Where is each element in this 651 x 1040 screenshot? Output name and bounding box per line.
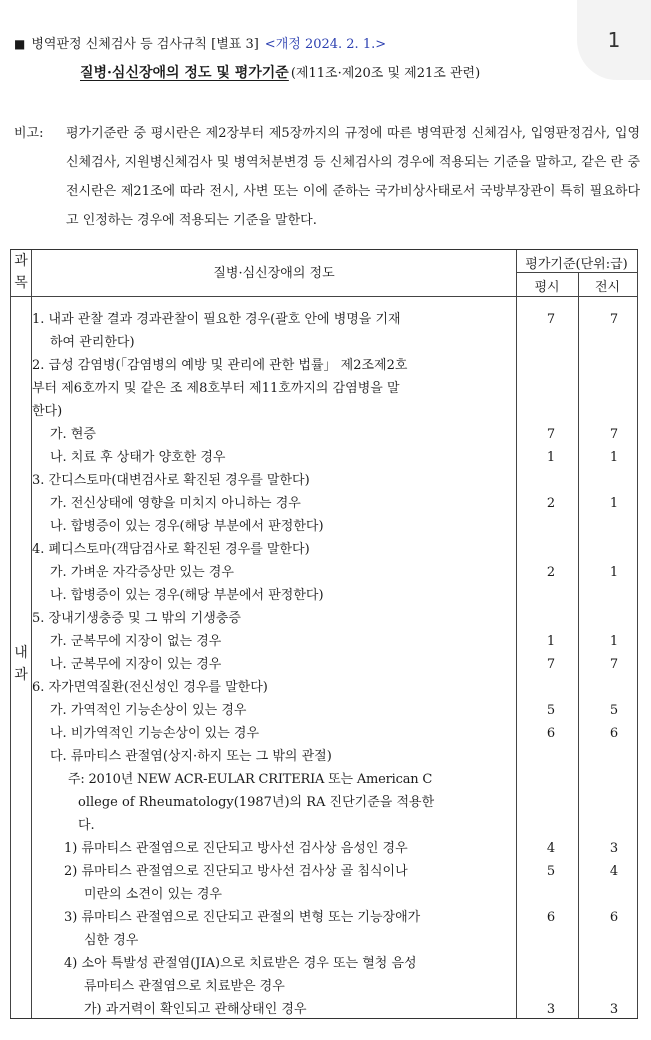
table-row	[32, 745, 638, 768]
remark-text: 평가기준란 중 평시란은 제2장부터 제5장까지의 규정에 따른 병역판정 신체검사, 입영판정검사, 입영신체검사, 지원병신체검사 및 병역처분변경 등 신체검사의 경우에 적용되는 기준을 말하고, 같은 란 중 전시란은 제21조에 따라 전시, 사변 또는 이에 준하는 국가비상사태로서 국방부장관이 특히 필요하다고 인정하는 경우에 적용되는 기준을 말한다.	[66, 126, 640, 228]
row-peace-value: 1	[546, 634, 556, 649]
header-text: 병역판정 신체검사 등 검사규칙 [별표 3]	[31, 37, 259, 52]
subject-internal-medicine	[11, 642, 31, 686]
table-row	[32, 630, 638, 653]
table-row	[32, 906, 638, 929]
row-war-value: 3	[609, 841, 619, 856]
row-peace-value: 7	[546, 312, 556, 327]
table-row	[32, 400, 638, 423]
revision-link[interactable]: <개정 2024. 2. 1.>	[264, 37, 387, 52]
row-text: 1. 내과 관찰 결과 경과관찰이 필요한 경우(괄호 안에 병명을 기재	[32, 312, 401, 327]
row-peace-value: 6	[546, 726, 556, 741]
table-row	[32, 469, 638, 492]
table-body	[32, 308, 638, 1021]
row-text: ollege of Rheumatology(1987년)의 RA 진단기준을 적용한	[78, 795, 435, 810]
row-text: 나. 비가역적인 기능손상이 있는 경우	[50, 726, 260, 741]
row-text: 다. 류마티스 관절염(상지·하지 또는 그 밖의 관절)	[50, 749, 332, 764]
row-text: 나. 치료 후 상태가 양호한 경우	[50, 450, 226, 465]
header-subject	[11, 250, 31, 294]
row-text: 나. 합병증이 있는 경우(해당 부분에서 판정한다)	[50, 588, 324, 603]
row-war-value: 7	[609, 312, 619, 327]
row-war-value: 6	[609, 910, 619, 925]
table-row	[32, 998, 638, 1021]
row-war-value: 1	[609, 496, 619, 511]
table-row	[32, 331, 638, 354]
row-text: 1) 류마티스 관절염으로 진단되고 방사선 검사상 음성인 경우	[64, 841, 408, 856]
row-text: 2) 류마티스 관절염으로 진단되고 방사선 검사상 골 침식이나	[64, 864, 408, 879]
table-row	[32, 515, 638, 538]
table-row-note	[32, 791, 638, 814]
table-row	[32, 653, 638, 676]
row-war-value: 1	[609, 565, 619, 580]
table-row	[32, 423, 638, 446]
table-header-bottom-line	[10, 296, 638, 297]
row-text: 3. 간디스토마(대변검사로 확진된 경우를 말한다)	[32, 473, 310, 488]
row-peace-value: 4	[546, 841, 556, 856]
header-peace: 평시	[534, 280, 560, 295]
subject-char-2: 과	[14, 667, 28, 683]
row-peace-value: 5	[546, 864, 556, 879]
table-row	[32, 699, 638, 722]
row-text: 가. 군복무에 지장이 없는 경우	[50, 634, 222, 649]
table-row	[32, 607, 638, 630]
table-row	[32, 377, 638, 400]
header-criteria: 평가기준(단위:급)	[525, 257, 628, 272]
row-text: 4. 폐디스토마(객담검사로 확진된 경우를 말한다)	[32, 542, 310, 557]
table-row	[32, 561, 638, 584]
row-text: 가. 현증	[50, 427, 96, 442]
row-text: 가. 전신상태에 영향을 미치지 아니하는 경우	[50, 496, 301, 511]
table-header-split-line	[516, 272, 637, 273]
remark-block	[14, 119, 640, 235]
subject-char-1: 내	[14, 645, 28, 661]
row-peace-value: 1	[546, 450, 556, 465]
row-war-value: 1	[609, 634, 619, 649]
row-war-value: 6	[609, 726, 619, 741]
table-row	[32, 722, 638, 745]
table-border-left	[10, 250, 11, 1018]
row-peace-value: 6	[546, 910, 556, 925]
title-main: 질병·심신장애의 정도 및 평가기준	[80, 65, 289, 81]
table-row	[32, 860, 638, 883]
row-peace-value: 5	[546, 703, 556, 718]
row-text: 4) 소아 특발성 관절염(JIA)으로 치료받은 경우 또는 혈청 음성	[64, 956, 417, 971]
table-row	[32, 492, 638, 515]
row-war-value: 7	[609, 657, 619, 672]
title-sub: (제11조·제20조 및 제21조 관련)	[290, 66, 481, 81]
row-war-value: 4	[609, 864, 619, 879]
table-row	[32, 837, 638, 860]
table-row	[32, 538, 638, 561]
remark-label: 비고:	[14, 126, 44, 141]
row-war-value: 3	[609, 1002, 619, 1017]
table-row	[32, 676, 638, 699]
table-row	[32, 975, 638, 998]
table-row	[32, 929, 638, 952]
row-text: 3) 류마티스 관절염으로 진단되고 관절의 변형 또는 기능장애가	[64, 910, 421, 925]
row-text: 2. 급성 감염병(「감염병의 예방 및 관리에 관한 법률」 제2조제2호	[32, 358, 408, 373]
row-text: 나. 군복무에 지장이 있는 경우	[50, 657, 222, 672]
row-text: 6. 자가면역질환(전신성인 경우를 말한다)	[32, 680, 268, 695]
row-text: 류마티스 관절염으로 치료받은 경우	[84, 979, 285, 994]
row-text: 심한 경우	[84, 933, 139, 948]
table-row	[32, 446, 638, 469]
document-title	[80, 62, 480, 82]
row-text: 부터 제6호까지 및 같은 조 제8호부터 제11호까지의 감염병을 말	[32, 381, 400, 396]
row-war-value: 7	[609, 427, 619, 442]
table-row	[32, 354, 638, 377]
row-peace-value: 7	[546, 427, 556, 442]
criteria-table	[10, 249, 638, 1019]
table-row	[32, 308, 638, 331]
row-war-value: 5	[609, 703, 619, 718]
row-text: 한다)	[32, 404, 63, 419]
row-peace-value: 7	[546, 657, 556, 672]
row-text: 가. 가벼운 자각증상만 있는 경우	[50, 565, 234, 580]
page-number-badge: 1	[577, 0, 651, 80]
header-condition: 질병·심신장애의 정도	[213, 266, 335, 281]
row-text: 5. 장내기생충증 및 그 밖의 기생충증	[32, 611, 241, 626]
header-war: 전시	[594, 280, 621, 295]
table-row	[32, 584, 638, 607]
row-text: 미란의 소견이 있는 경우	[84, 887, 222, 902]
row-text: 주: 2010년 NEW ACR-EULAR CRITERIA 또는 American C	[68, 772, 433, 787]
row-peace-value: 2	[546, 496, 556, 511]
document-header	[14, 33, 386, 52]
table-row	[32, 952, 638, 975]
row-text: 나. 합병증이 있는 경우(해당 부분에서 판정한다)	[50, 519, 324, 534]
row-text: 가) 과거력이 확인되고 관해상태인 경우	[84, 1002, 307, 1017]
table-row-note	[32, 814, 638, 837]
row-war-value: 1	[609, 450, 619, 465]
square-bullet-icon: ■	[14, 37, 26, 51]
row-text: 하여 관리한다)	[50, 335, 135, 350]
row-text: 다.	[78, 818, 95, 833]
table-row	[32, 883, 638, 906]
header-subject-char-2: 목	[14, 275, 28, 291]
row-peace-value: 3	[546, 1002, 556, 1017]
row-text: 가. 가역적인 기능손상이 있는 경우	[50, 703, 247, 718]
row-peace-value: 2	[546, 565, 556, 580]
header-subject-char-1: 과	[14, 253, 28, 269]
table-row-note	[32, 768, 638, 791]
